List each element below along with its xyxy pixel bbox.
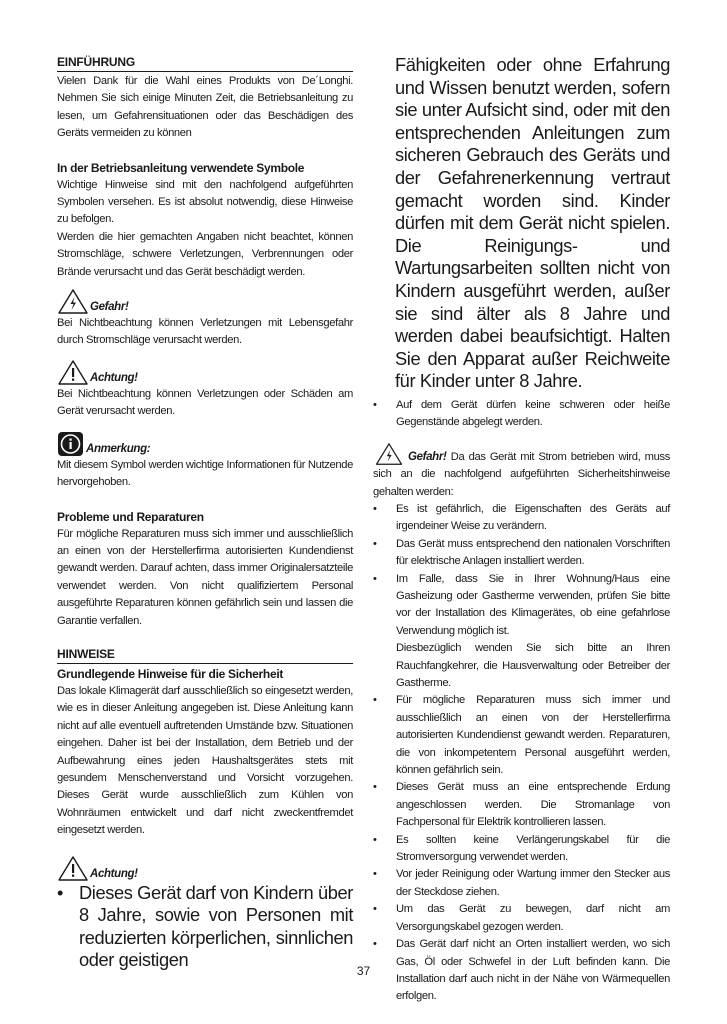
caution-text: Bei Nichtbeachtung können Verletzungen oder Schäden am Gerät verursacht werden. [57, 387, 353, 418]
safety-bullet-list [373, 501, 670, 1006]
info-icon [57, 431, 85, 457]
right-column [373, 54, 670, 1006]
list-item [373, 692, 670, 779]
continued-text: Fähigkeiten oder ohne Erfahrung und Wissen benutzt werden, sofern sie unter Aufsicht sind, oder mit den entsprechenden Anleitungen zum sicheren Gebrauch des Geräts und der Gefahrenerkennung vertraut gemacht worden sind. Kinder dürfen mit dem Gerät nicht spielen. Die Reinigungs- und Wartungsarbeiten sollten nicht von Kindern ausgeführt werden, außer sie sind älter als 8 Jahre und werden dabei beaufsichtigt. Halten Sie den Apparat außer Reichweite für Kinder unter 8 Jahre. [395, 54, 670, 392]
bullet-list-0 [373, 397, 670, 432]
safety-text: Das lokale Klimagerät darf ausschließlich so eingesetzt werden, wie es in dieser Anleitung angegeben ist. Diese Anleitung kann nicht auf alle eventuell auftretenden Umstände bzw. Situationen eingehen. Daher ist bei der Installation, dem Betrieb und der Aufbewahrung eines jeden Haushaltsgerätes stets mit gesundem Menschenverstand und Vorsicht vorzugehen. Dieses Gerät wurde ausschließlich zum Kühlen von Wohnräumen entwickelt und darf nicht zweckentfremdet eingesetzt werden. [57, 684, 353, 837]
list-item [373, 866, 670, 901]
bullet-dot: • [373, 572, 377, 585]
bullet-dot: • [373, 502, 377, 515]
danger-symbol-line [57, 285, 353, 315]
list-item [373, 571, 670, 693]
danger-text: Bei Nichtbeachtung können Verletzungen mit Lebensgefahr durch Stromschläge verursacht werden. [57, 317, 353, 347]
note-label: Anmerkung: [86, 442, 151, 455]
right-danger-label: Gefahr! [408, 450, 447, 463]
intro-title: EINFÜHRUNG [57, 54, 353, 72]
hinweise-caution-label: Achtung! [90, 867, 138, 880]
bullet-extra-text: Diesbezüglich wenden Sie sich bitte an Ihren Rauchfangkehrer, die Hausverwaltung oder Betreiber der Gastherme. [396, 642, 670, 689]
hinweise-title: HINWEISE [57, 646, 353, 664]
problems-title: Probleme und Reparaturen [57, 509, 204, 524]
list-item [373, 936, 670, 1006]
problems-text: Für mögliche Reparaturen muss sich immer und ausschließlich an einen von der Herstellerfirma autorisierten Kundendienst gewandt werden. Darauf achten, dass immer Originalersatzteile verwendet werden. Von nicht qualifiziertem Personal ausgeführte Reparaturen können gefährlich sein und lassen die Garantie verfallen. [57, 527, 353, 627]
bullet-text: Das Gerät darf nicht an Orten installiert werden, wo sich Gas, Öl oder Schwefel in der Luft befinden kann. Die Installation darf auch nicht in der Nähe von Wärmequellen erfolgen. [396, 938, 670, 1003]
list-item [373, 397, 670, 432]
children-bullet-text: Dieses Gerät darf von Kindern über 8 Jahre, sowie von Personen mit reduzierten körperlichen, sinnlichen oder geistigen [79, 881, 353, 971]
symbols-title: In der Betriebsanleitung verwendete Symbole [57, 160, 305, 175]
bullet-dot: • [373, 938, 377, 951]
bullet-dot: • [373, 833, 377, 846]
warning-exclamation-icon [57, 359, 89, 386]
bullet-text: Im Falle, dass Sie in Ihrer Wohnung/Haus eine Gasheizung oder Gastherme verwenden, prüfen Sie bitte vor der Installation des Klimagerätes, ob eine gefahrlose Verwendung möglich ist. [396, 572, 670, 637]
children-bullet [57, 882, 353, 972]
bullet-text: Das Gerät muss entsprechend den nationalen Vorschriften für elektrische Anlagen installiert werden. [396, 537, 670, 568]
bullet-text: Es sollten keine Verlängerungskabel für die Stromversorgung verwendet werden. [396, 833, 670, 864]
safety-subtitle: Grundlegende Hinweise für die Sicherheit [57, 666, 284, 681]
left-column [57, 54, 353, 972]
list-item [373, 901, 670, 936]
symbols-text-2: Werden die hier gemachten Angaben nicht beachtet, können Stromschläge, schwere Verletzungen, Verbrennungen oder Brände verursacht und das Gerät beschädigt werden. [57, 230, 353, 278]
caution-symbol-line [57, 356, 353, 386]
bullet-dot: • [373, 781, 377, 794]
note-symbol-line [57, 427, 353, 457]
bullet-dot: • [373, 868, 377, 881]
bullet-text: Für mögliche Reparaturen muss sich immer und ausschließlich an einen von der Herstellerfirma autorisierten Kundendienst gewandt werden. Reparaturen, die von inkompetentem Personal ausgeführt werden, können gefährlich sein. [396, 694, 670, 777]
electric-hazard-icon [57, 288, 89, 315]
list-item [373, 536, 670, 571]
intro-text: Vielen Dank für die Wahl eines Produkts von De´Longhi. Nehmen Sie sich einige Minuten Zeit, die Betriebsanleitung zu lesen, um Gefahrensituationen oder das Beschädigen des Geräts vermeiden zu können [57, 75, 353, 140]
danger-label: Gefahr! [90, 301, 129, 314]
bullet-text: Dieses Gerät muss an eine entsprechende Erdung angeschlossen werden. Die Stromanlage von Fachpersonal für Elektrik kontrollieren lassen. [396, 781, 670, 829]
list-item [373, 501, 670, 536]
caution-label: Achtung! [90, 371, 138, 384]
electric-hazard-icon [373, 442, 405, 466]
bullet-text: Auf dem Gerät dürfen keine schweren oder heiße Gegenstände abgelegt werden. [396, 398, 670, 429]
bullet-text: Um das Gerät zu bewegen, darf nicht am Versorgungskabel gezogen werden. [396, 903, 670, 933]
list-item [373, 779, 670, 831]
bullet-dot: • [373, 903, 377, 916]
note-text: Mit diesem Symbol werden wichtige Informationen für Nutzende hervorgehoben. [57, 458, 353, 489]
bullet-text: Vor jeder Reinigung oder Wartung immer den Stecker aus der Steckdose ziehen. [396, 868, 670, 898]
right-danger-text: Da das Gerät mit Strom betrieben wird, muss sich an die nachfolgend aufgeführten Sicherheitshinweise gehalten werden: [373, 450, 670, 498]
symbols-text-1: Wichtige Hinweise sind mit den nachfolgend aufgeführten Symbolen versehen. Es ist absolut notwendig, diese Hinweise zu befolgen. [57, 178, 353, 226]
hinweise-caution-line [57, 852, 353, 882]
bullet-dot: • [57, 881, 64, 903]
list-item [373, 832, 670, 867]
danger-paragraph [373, 442, 670, 501]
bullet-dot: • [373, 537, 377, 550]
bullet-text-group [396, 571, 670, 693]
warning-exclamation-icon [57, 855, 89, 882]
bullet-dot: • [373, 398, 377, 411]
bullet-dot: • [373, 694, 377, 707]
page-number: 37 [356, 964, 371, 978]
bullet-text: Es ist gefährlich, die Eigenschaften des Geräts auf irgendeiner Weise zu verändern. [396, 502, 670, 533]
